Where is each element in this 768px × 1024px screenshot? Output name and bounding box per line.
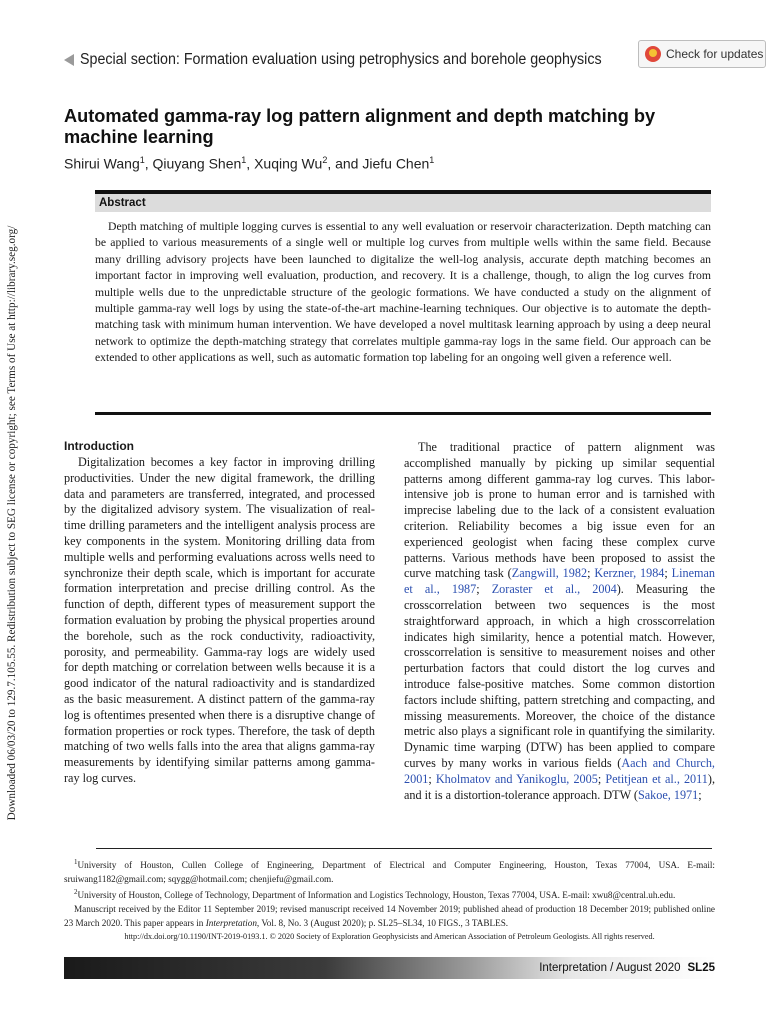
introduction-heading: Introduction xyxy=(64,439,134,453)
manuscript-info: Manuscript received by the Editor 11 September 2019; revised manuscript received 14 November 2019; published ahead of production 18 December 2019; published online 23 March 2020. This paper appears in Interpretation, Vol. 8, No. 3 (August 2020); p. SL25–SL34, 10 FIGS., 3 TABLES. xyxy=(64,903,715,928)
paragraph-text: ). Measuring the crosscorrelation between two sequences is the most straightforward approach, in which a high crosscorrelation indicates high similarity, hence a potential match. However, crosscorrelation is sensitive to measurement noises and other perturbation factors that could distort the log curves and introduce false-positive matches. Some common distortion factors include shifting, pattern stretching and compacting, and missing measurements. Moreover, the choice of the distance metric also plays a significant role in quantifying the similarity. Dynamic time warping (DTW) has been applied to compare curves by many works in various fields ( xyxy=(404,582,715,770)
abstract-heading: Abstract xyxy=(95,194,711,212)
right-column xyxy=(404,440,715,803)
affiliation-1: $^1$University of Houston, Cullen College of Engineering, Department of Electrical and Computer Engineering, Houston, Texas 77004, USA. E-mail: sruiwang1182@gmail.com; sqygg@hotmail.com; chenjiefu@gmail.com. xyxy=(64,858,715,884)
author-affiliation-mark: 1 xyxy=(429,155,435,165)
author-affiliation-mark: 2 xyxy=(322,155,328,165)
citation-link[interactable]: Zangwill, 1982 xyxy=(511,566,588,581)
citation-link[interactable]: Zoraster et al., 2004 xyxy=(491,582,617,597)
introduction-paragraph-2 xyxy=(404,440,715,803)
paper-title: Automated gamma-ray log pattern alignment and depth matching by machine learning xyxy=(64,106,656,147)
triangle-left-icon xyxy=(64,54,74,66)
paragraph-text: ; xyxy=(597,771,606,786)
author-affiliation-mark: 1 xyxy=(139,155,145,165)
citation-link[interactable]: Sakoe, 1971 xyxy=(637,787,699,802)
left-column xyxy=(64,439,375,787)
paragraph-text: ; xyxy=(664,566,672,581)
author-affiliation-mark: 1 xyxy=(241,155,247,165)
author-name: Shirui Wang xyxy=(64,155,140,172)
affiliation-2: $^2$University of Houston, College of Technology, Department of Information and Logistics Technology, Houston, Texas 77004, USA. E-mail: xwu8@central.uh.edu. xyxy=(74,888,676,901)
paragraph-text: ; xyxy=(587,566,595,581)
citation-link[interactable]: Kerzner, 1984 xyxy=(594,566,665,581)
author-separator: , xyxy=(246,155,255,172)
footnote-rule xyxy=(96,848,712,849)
author-list xyxy=(64,155,434,172)
crossmark-icon xyxy=(645,46,661,62)
abstract-text: Depth matching of multiple logging curves is essential to any well evaluation or reservoir characterization. Depth matching can be applied to various measurements of a single well or multiple log curves from multiple wells within the same field. Because many drilling advisory projects have been launched to digitalize the well-log analysis, accurate depth matching becomes an important factor in improving well evaluation, production, and recovery. It is a challenge, though, to align the log curves from multiple wells due to the unpredictable structure of the geologic formations. We have conducted a study on the alignment of multiple gamma-ray well logs by using the state-of-the-art machine-learning techniques. Our objective is to automate the depth-matching task with minimum human intervention. We have developed a novel multitask learning approach by using a deep neural network to optimize the depth-matching strategy that correlates multiple gamma-ray logs in the same field. Our approach can be extended to other applications as well, such as automatic formation top labeling for an ongoing well given a reference well. xyxy=(95,220,711,365)
footnotes xyxy=(64,856,715,944)
citation-link[interactable]: Lineman et al., 1987 xyxy=(404,566,715,597)
download-notice xyxy=(2,160,22,885)
citation-link[interactable]: Kholmatov and Yanikoglu, 2005 xyxy=(435,771,598,786)
author-separator: , and xyxy=(327,155,363,172)
page-footer xyxy=(539,959,715,977)
abstract-box xyxy=(95,190,711,367)
page-number: SL25 xyxy=(687,962,715,974)
paragraph-text: ; xyxy=(428,771,436,786)
section-header xyxy=(64,51,647,69)
introduction-paragraph-1: Digitalization becomes a key factor in improving drilling productivities. Under the new digital framework, the drilling data and parameters are transferred, integrated, and processed by the digitalized advisory system. The visualization of real-time drilling parameters and the intelligent analysis process are key components in the system. Monitoring drilling data from multiple wells and performing evaluations across wells need to synchronize their depth scale, which is important for accurate formation interpretation and precise drilling control. As the function of depth, different types of measurement support the formation evaluation by probing the physical properties around the borehole, such as the rock conductivity, radioactivity, porosity, and permeability. Gamma-ray logs are widely used for depth matching or correlation between wells because it is a good indicator of the natural radioactivity and is standardized as the basic measurement. A distinct pattern of the gamma-ray log is oftentimes presented when there is a disruptive change of formation properties or rock types. Therefore, the task of depth matching of two wells falls into the area that aligns gamma-ray measurements by identifying similar patterns among gamma-ray log curves. xyxy=(64,455,375,785)
paragraph-text: ), and it is a distortion-tolerance approach. DTW ( xyxy=(404,771,715,802)
abstract-bottom-rule xyxy=(95,412,711,415)
author-name: Xuqing Wu xyxy=(254,155,323,172)
download-notice-text: Downloaded 06/03/20 to 129.7.105.55. Redistribution subject to SEG license or copyright; see Terms of Use at http://library.seg.org/ xyxy=(6,225,18,820)
paragraph-text: ; xyxy=(698,787,702,802)
check-for-updates-button[interactable] xyxy=(638,40,766,68)
footer-journal: Interpretation / August 2020 xyxy=(539,962,681,974)
author-separator: , xyxy=(144,155,153,172)
citation-link[interactable]: Petitjean et al., 2011 xyxy=(605,771,708,786)
doi-copyright[interactable]: http://dx.doi.org/10.1190/INT-2019-0193.1. © 2020 Society of Exploration Geophysicists and American Association of Petroleum Geologists. All rights reserved. xyxy=(124,932,655,942)
citation-link[interactable]: Aach and Church, 2001 xyxy=(404,755,715,786)
section-header-text: Special section: Formation evaluation using petrophysics and borehole geophysics xyxy=(80,51,602,68)
paragraph-text: The traditional practice of pattern alignment was accomplished manually by picking up similar sequential patterns among different gamma-ray log curves. This labor-intensive job is prone to human error and is tarnished with imprecise labeling due to the lack of a consistent evaluation criterion. Reliability becomes a big issue even for an experienced geologist when facing these complex curve patterns. Various methods have been proposed to assist the curve matching task ( xyxy=(404,440,715,581)
check-for-updates-label: Check for updates xyxy=(666,47,764,61)
paragraph-text: ; xyxy=(476,582,492,597)
author-name: Qiuyang Shen xyxy=(152,155,242,172)
author-name: Jiefu Chen xyxy=(362,155,430,172)
